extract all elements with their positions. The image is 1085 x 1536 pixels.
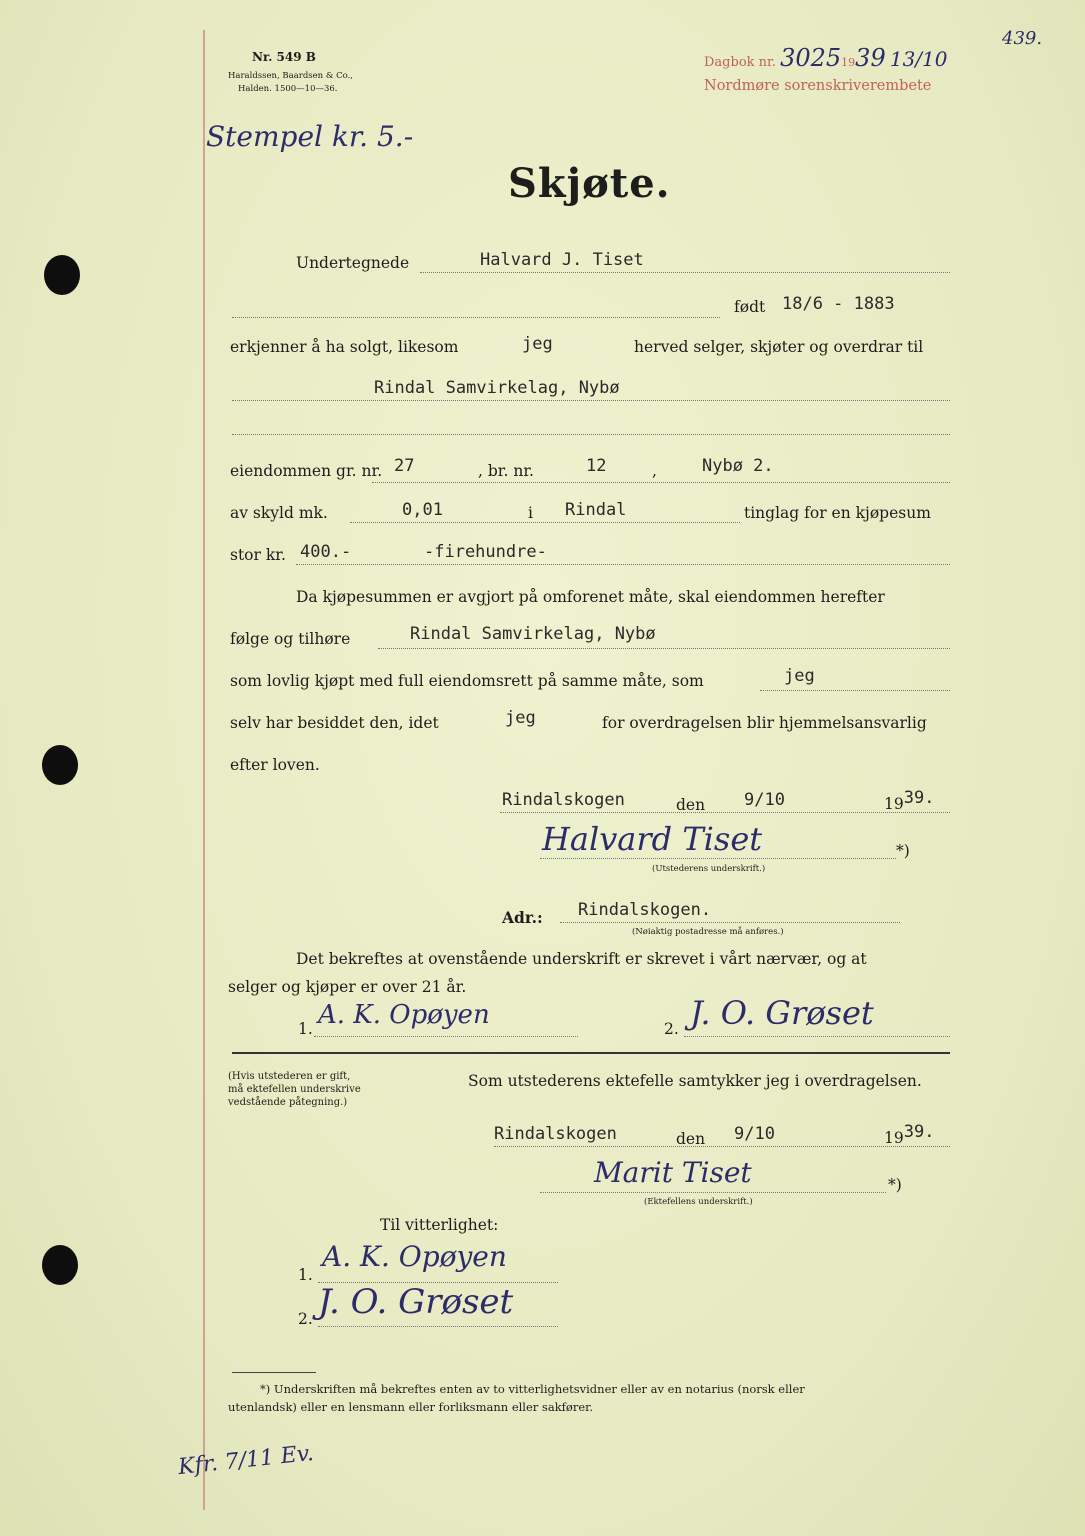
fill-line [318, 1326, 558, 1327]
vitterlighet-witness-2: J. O. Grøset [318, 1282, 514, 1322]
i-label: i [528, 504, 533, 522]
seller-signature: Halvard Tiset [542, 820, 763, 858]
dagbok-year-prefix: 19 [841, 56, 856, 69]
signing-place: Rindalskogen [502, 790, 625, 810]
spouse-den: den [676, 1130, 706, 1148]
signing-den: den [676, 796, 706, 814]
spouse-signature: Marit Tiset [594, 1156, 752, 1189]
vitterlighet-witness-1: A. K. Opøyen [322, 1240, 507, 1273]
price-number: 400.- [300, 542, 352, 562]
fodt-label: født [734, 298, 766, 316]
property-name: Nybø 2. [702, 456, 774, 476]
publisher-line-1: Haraldssen, Baardsen & Co., [228, 71, 354, 81]
selv-text: selv har besiddet den, idet [230, 714, 439, 732]
fill-line [314, 1036, 578, 1037]
fill-line [540, 1192, 886, 1193]
skyld-label: av skyld mk. [230, 504, 328, 522]
spouse-year: 1939. [884, 1122, 935, 1147]
vitterlighet-no-1: 1. [298, 1266, 313, 1284]
spouse-note: (Hvis utstederen er gift, må ektefellen underskrive vedstående påtegning.) [228, 1071, 361, 1108]
fodt-date: 18/6 - 1883 [782, 294, 895, 314]
fill-line [540, 858, 896, 859]
fill-line [560, 922, 900, 923]
signature-asterisk: *) [896, 842, 910, 860]
tinglag-text: tinglag for en kjøpesum [744, 504, 931, 522]
dagbok-date: 13/10 [889, 47, 948, 71]
witness-statement-line-1: Det bekreftes at ovenstående underskrift er skrevet i vårt nærvær, og at [296, 950, 867, 968]
fill-line [420, 272, 950, 273]
folge-text: følge og tilhøre [230, 630, 351, 648]
footnote-line-2: utenlandsk) eller en lensmann eller forliksmann eller sakfører. [228, 1400, 594, 1414]
vitterlighet-label: Til vitterlighet: [380, 1216, 499, 1234]
footnote-rule [232, 1372, 316, 1373]
stamp-office: Nordmøre sorenskriverembete [704, 78, 932, 94]
erkjenner-text: erkjenner å ha solgt, likesom [230, 338, 459, 356]
spouse-date: 9/10 [734, 1124, 775, 1144]
spouse-asterisk: *) [888, 1176, 902, 1194]
punch-hole-2 [42, 745, 78, 785]
fill-line [350, 522, 740, 523]
som-lovlig-text: som lovlig kjøpt med full eiendomsrett på samme måte, som [230, 672, 704, 690]
footnote-line-1: *) Underskriften må bekreftes enten av to vitterlighetsvidner eller av en notarius (norsk eller [260, 1382, 805, 1396]
witness-no-2: 2. [664, 1020, 679, 1038]
pronoun-1: jeg [522, 334, 553, 354]
punch-hole-1 [44, 255, 80, 295]
witness-statement-line-2: selger og kjøper er over 21 år. [228, 978, 467, 996]
pronoun-2: jeg [784, 666, 815, 686]
fill-line [684, 1036, 950, 1037]
address: Rindalskogen. [578, 900, 712, 920]
price-words: -firehundre- [424, 542, 547, 562]
fill-line [296, 564, 950, 565]
buyer-name: Rindal Samvirkelag, Nybø [374, 378, 620, 398]
witness-no-1: 1. [298, 1020, 313, 1038]
skyld-value: 0,01 [402, 500, 443, 520]
tinglag-name: Rindal [565, 500, 627, 520]
fill-line [232, 317, 720, 318]
form-number: Nr. 549 B [252, 50, 316, 64]
spouse-place: Rindalskogen [494, 1124, 617, 1144]
spouse-caption: (Ektefellens underskrift.) [644, 1197, 753, 1207]
margin-line [203, 30, 205, 1510]
vitterlighet-no-2: 2. [298, 1310, 313, 1328]
fill-line [760, 690, 950, 691]
fill-line [232, 400, 950, 401]
dagbok-year: 39 [855, 44, 886, 72]
signature-caption: (Utstederens underskrift.) [652, 864, 766, 874]
corner-note: Kfr. 7/11 Ev. [177, 1440, 315, 1481]
herved-text: herved selger, skjøter og overdrar til [634, 338, 924, 356]
fill-line [232, 434, 950, 435]
br-nr: 12 [586, 456, 607, 476]
buyer-name-2: Rindal Samvirkelag, Nybø [410, 624, 656, 644]
dagbok-label: Dagbok nr. [704, 55, 776, 70]
overdragelsen-text: for overdragelsen blir hjemmelsansvarlig [602, 714, 927, 732]
witness-2-signature: J. O. Grøset [690, 994, 874, 1032]
section-divider [232, 1052, 950, 1054]
comma: , [652, 462, 657, 480]
adr-label: Adr.: [502, 908, 543, 927]
signing-year: 1939. [884, 788, 935, 813]
stor-label: stor kr. [230, 546, 286, 564]
undertegnede-label: Undertegnede [296, 254, 410, 272]
br-nr-label: , br. nr. [478, 462, 534, 480]
punch-hole-3 [42, 1245, 78, 1285]
fill-line [494, 1146, 950, 1147]
eiendommen-label: eiendommen gr. nr. [230, 462, 383, 480]
page-number: 439. [1002, 28, 1043, 49]
pronoun-3: jeg [505, 708, 536, 728]
dagbok-stamp [704, 44, 948, 72]
fill-line [378, 648, 950, 649]
efter-loven: efter loven. [230, 756, 320, 774]
dagbok-number: 3025 [780, 44, 842, 72]
para-line-1: Da kjøpesummen er avgjort på omforenet måte, skal eiendommen herefter [296, 588, 885, 606]
fill-line [372, 482, 950, 483]
spouse-consent: Som utstederens ektefelle samtykker jeg i overdragelsen. [468, 1072, 922, 1090]
gr-nr: 27 [394, 456, 415, 476]
stempel-note: Stempel kr. 5.- [206, 120, 414, 153]
document-title: Skjøte. [508, 160, 671, 207]
seller-name: Halvard J. Tiset [480, 250, 644, 270]
witness-1-signature: A. K. Opøyen [318, 1000, 490, 1030]
signing-date: 9/10 [744, 790, 785, 810]
fill-line [500, 812, 950, 813]
address-caption: (Nøiaktig postadresse må anføres.) [632, 927, 784, 937]
publisher-line-2: Halden. 1500—10—36. [238, 84, 338, 94]
